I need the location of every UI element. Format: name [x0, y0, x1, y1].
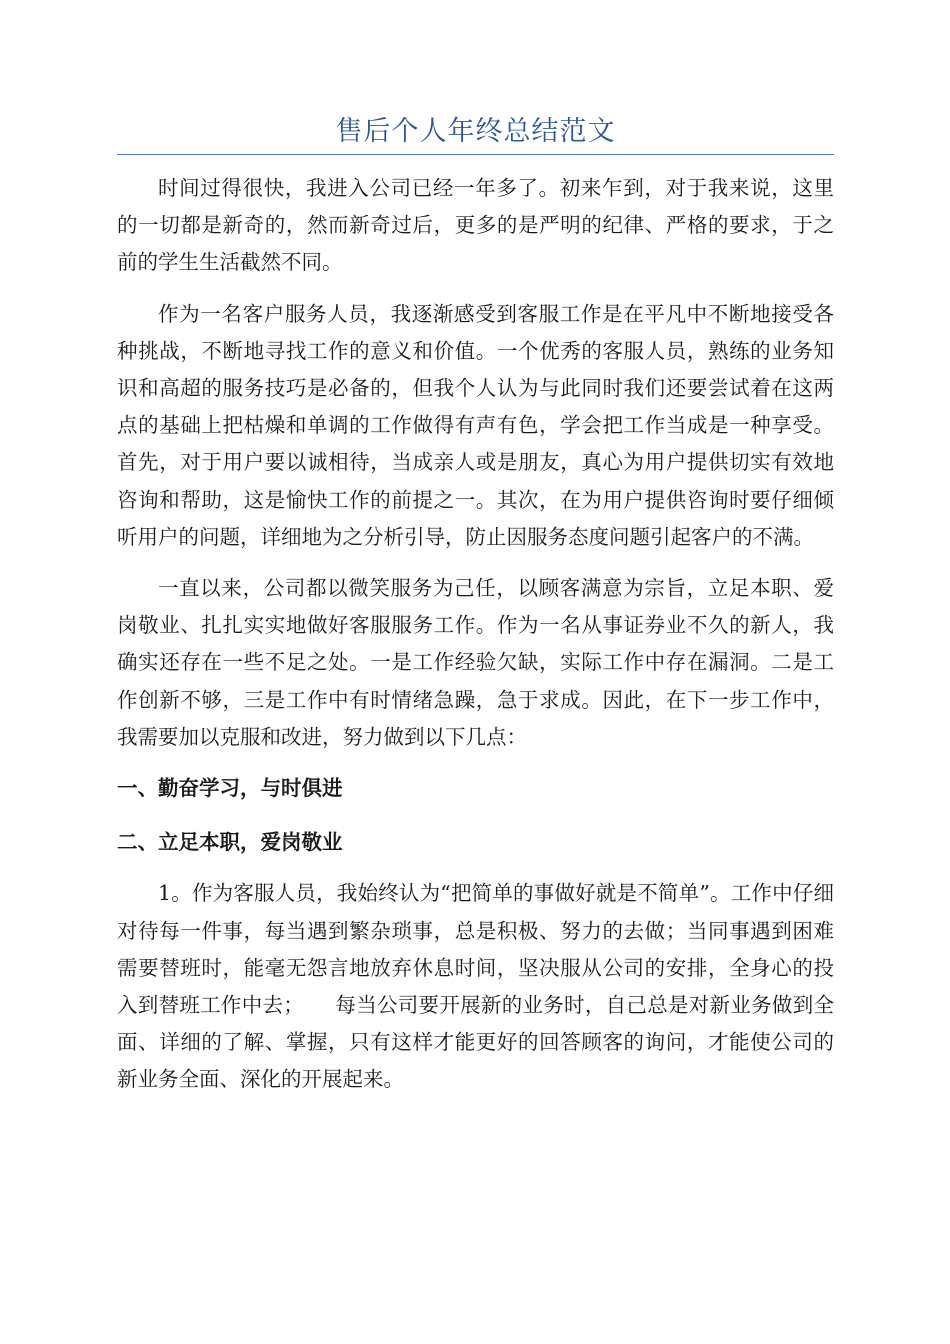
- section-heading-study: 一、勤奋学习，与时俱进: [117, 776, 343, 801]
- paragraph-intro: 时间过得很快，我进入公司已经一年多了。初来乍到，对于我来说，这里的一切都是新奇的，然而新奇过后，更多的是严明的纪律、严格的要求，于之前的学生生活截然不同。: [117, 176, 834, 275]
- paragraph-shortcomings: 一直以来，公司都以微笑服务为己任，以顾客满意为宗旨，立足本职、爱岗敬业、扎扎实实地做好客服服务工作。作为一名从事证券业不久的新人，我确实还存在一些不足之处。一是工作经验欠缺，实际工作中存在漏洞。二是工作创新不够，三是工作中有时情绪急躁，急于求成。因此，在下一步工作中，我需要加以克服和改进，努力做到以下几点：: [117, 576, 834, 749]
- section-heading-dedication: 二、立足本职，爱岗敬业: [117, 830, 343, 855]
- paragraph-customer-service: 作为一名客户服务人员，我逐渐感受到客服工作是在平凡中不断地接受各种挑战，不断地寻找工作的意义和价值。一个优秀的客服人员，熟练的业务知识和高超的服务技巧是必备的，但我个人认为与此同时我们还要尝试着在这两点的基础上把枯燥和单调的工作做得有声有色，学会把工作当成是一种享受。首先，对于用户要以诚相待，当成亲人或是朋友，真心为用户提供切实有效地咨询和帮助，这是愉快工作的前提之一。其次，在为用户提供咨询时要仔细倾听用户的问题，详细地为之分析引导，防止因服务态度问题引起客户的不满。: [117, 301, 834, 549]
- document-body: [117, 170, 834, 1117]
- document-title: 售后个人年终总结范文: [335, 116, 616, 147]
- paragraph-point-one: 1。作为客服人员，我始终认为“把简单的事做好就是不简单”。工作中仔细对待每一件事，每当遇到繁杂琐事，总是积极、努力的去做；当同事遇到困难需要替班时，能毫无怨言地放弃休息时间，坚决服从公司的安排，全身心的投入到替班工作中去； 每当公司要开展新的业务时，自己总是对新业务做到全面、详细的了解、掌握，只有这样才能更好的回答顾客的询问，才能使公司的新业务全面、深化的开展起来。: [117, 881, 834, 1092]
- title-underline: [117, 154, 834, 155]
